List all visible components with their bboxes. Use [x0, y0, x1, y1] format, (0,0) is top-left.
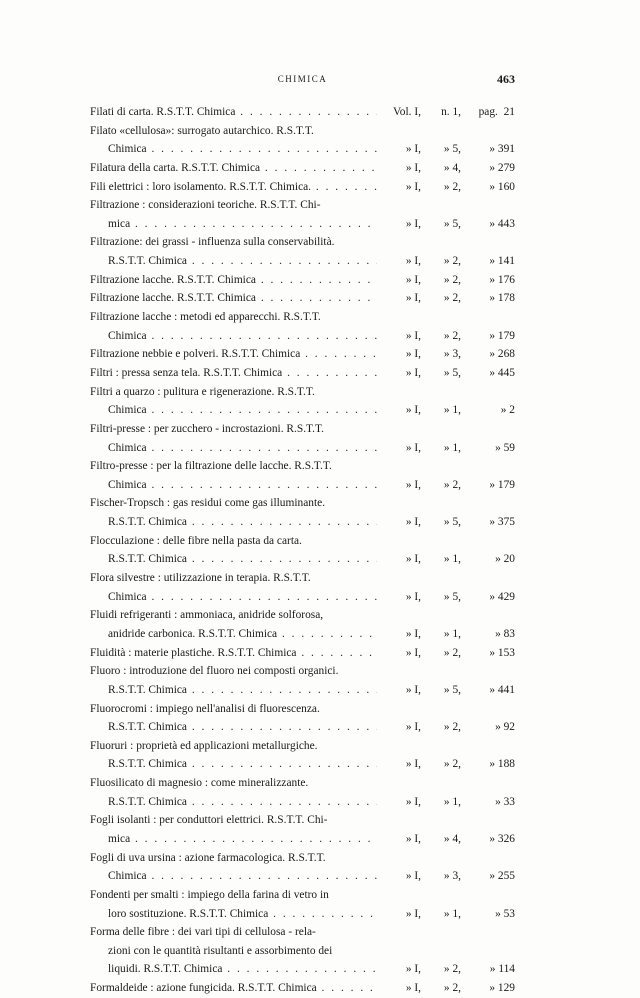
entry-reference	[377, 327, 515, 346]
reference-vol: Vol. I,	[393, 106, 421, 118]
index-entry	[90, 774, 515, 811]
entry-text-line: Fondenti per smalti : impiego della farina di vetro in	[90, 888, 329, 901]
entry-text-line: R.S.T.T. Chimica . . .	[90, 252, 377, 271]
reference-fasc: » 3,	[443, 870, 461, 883]
index-entry	[90, 383, 515, 420]
entry-reference	[377, 513, 515, 532]
reference-vol: » I,	[405, 721, 421, 734]
entry-text-line: loro sostituzione. R.S.T.T. Chimica . . .	[90, 905, 377, 924]
index-entry	[90, 233, 515, 270]
reference-fasc: » 2,	[443, 273, 461, 286]
reference-page: » 326	[489, 832, 515, 845]
reference-vol: » I,	[405, 907, 421, 920]
entry-text-line: anidride carbonica. R.S.T.T. Chimica . . .	[90, 625, 377, 644]
reference-fasc: » 1,	[443, 404, 461, 417]
reference-vol: » I,	[405, 366, 421, 379]
page-header	[90, 72, 515, 88]
reference-page: » 255	[489, 870, 515, 883]
reference-vol: » I,	[405, 143, 421, 156]
reference-page: » 188	[489, 758, 515, 771]
entry-reference	[377, 252, 515, 271]
reference-vol: » I,	[405, 255, 421, 268]
reference-vol: » I,	[405, 683, 421, 696]
reference-vol: » I,	[405, 273, 421, 286]
reference-page: » 160	[489, 180, 515, 193]
reference-fasc: » 2,	[443, 329, 461, 342]
reference-fasc: » 2,	[443, 180, 461, 193]
entry-text-line: Fluorocromi : impiego nell'analisi di fluorescenza.	[90, 702, 320, 715]
reference-vol: » I,	[405, 795, 421, 808]
entry-reference	[377, 345, 515, 364]
index-entry	[90, 345, 515, 364]
entry-reference	[377, 830, 515, 849]
index-entry	[90, 979, 515, 998]
entry-text-line: Filtrazione lacche. R.S.T.T. Chimica . . .	[90, 271, 377, 290]
reference-vol: » I,	[405, 329, 421, 342]
index-entry	[90, 196, 515, 233]
index-entry	[90, 849, 515, 886]
entry-text-line: Chimica . . .	[90, 588, 377, 607]
reference-page: » 33	[495, 795, 515, 808]
reference-fasc: » 5,	[443, 516, 461, 529]
entry-text-line: Chimica . . .	[90, 439, 377, 458]
entry-text-line: Forma delle fibre : dei vari tipi di cellulosa - rela-	[90, 926, 316, 939]
reference-page: » 83	[495, 627, 515, 640]
entry-reference	[377, 401, 515, 420]
reference-vol: » I,	[405, 982, 421, 995]
entry-reference	[377, 793, 515, 812]
reference-fasc: » 2,	[443, 292, 461, 305]
entry-reference	[377, 364, 515, 383]
entry-text-line: Filtri : pressa senza tela. R.S.T.T. Chimica . . .	[90, 364, 377, 383]
entry-text-line: Fluoruri : proprietà ed applicazioni metallurgiche.	[90, 739, 318, 752]
entry-text-line: Formaldeide : azione fungicida. R.S.T.T. Chimica . . .	[90, 979, 377, 998]
reference-fasc: » 5,	[443, 143, 461, 156]
reference-vol: » I,	[405, 441, 421, 454]
reference-page: » 443	[489, 217, 515, 230]
entry-text-line: Filtrazione lacche. R.S.T.T. Chimica . . .	[90, 289, 377, 308]
entry-reference	[377, 681, 515, 700]
entry-text-line: Filtri-presse : per zucchero - incrostazioni. R.S.T.T.	[90, 422, 324, 435]
reference-fasc: » 2,	[443, 721, 461, 734]
entry-text-line: liquidi. R.S.T.T. Chimica . . .	[90, 960, 377, 979]
reference-vol: » I,	[405, 348, 421, 361]
entry-reference	[377, 140, 515, 159]
reference-page: » 179	[489, 478, 515, 491]
index-entry	[90, 737, 515, 774]
index-entries	[90, 103, 515, 998]
reference-fasc: » 1,	[443, 627, 461, 640]
entry-reference	[377, 178, 515, 197]
entry-text-line: Fluidi refrigeranti : ammoniaca, anidride solforosa,	[90, 609, 324, 622]
reference-vol: » I,	[405, 758, 421, 771]
reference-vol: » I,	[405, 217, 421, 230]
entry-text-line: R.S.T.T. Chimica . . .	[90, 755, 377, 774]
entry-text-line: zioni con le quantità risultanti e assorbimento dei	[108, 944, 333, 957]
entry-text-line: Filati di carta. R.S.T.T. Chimica . . .	[90, 103, 377, 122]
index-entry	[90, 886, 515, 923]
entry-reference	[377, 718, 515, 737]
entry-text-line: R.S.T.T. Chimica . . .	[90, 513, 377, 532]
reference-fasc: » 2,	[443, 646, 461, 659]
index-entry	[90, 308, 515, 345]
index-entry	[90, 644, 515, 663]
entry-text-line: Fogli isolanti : per conduttori elettrici. R.S.T.T. Chi-	[90, 814, 328, 827]
entry-reference	[377, 960, 515, 979]
reference-fasc: » 5,	[443, 590, 461, 603]
reference-fasc: » 1,	[443, 553, 461, 566]
reference-page: » 441	[489, 683, 515, 696]
reference-fasc: » 1,	[443, 907, 461, 920]
reference-vol: » I,	[405, 832, 421, 845]
reference-vol: » I,	[405, 627, 421, 640]
reference-vol: » I,	[405, 478, 421, 491]
entry-text-line: Flora silvestre : utilizzazione in terapia. R.S.T.T.	[90, 572, 311, 585]
reference-fasc: » 5,	[443, 683, 461, 696]
reference-page: » 279	[489, 161, 515, 174]
entry-text-line: Filtrazione nebbie e polveri. R.S.T.T. Chimica . . .	[90, 345, 377, 364]
reference-vol: » I,	[405, 292, 421, 305]
entry-reference	[377, 625, 515, 644]
entry-text-line: Chimica . . .	[90, 867, 377, 886]
index-entry	[90, 122, 515, 159]
index-entry	[90, 532, 515, 569]
reference-page: » 114	[489, 963, 515, 976]
index-entry	[90, 569, 515, 606]
reference-page: » 92	[495, 721, 515, 734]
entry-reference	[377, 905, 515, 924]
reference-page: » 153	[489, 646, 515, 659]
entry-text-line: mica . . .	[90, 215, 377, 234]
index-entry	[90, 662, 515, 699]
index-entry	[90, 103, 515, 122]
reference-vol: » I,	[405, 516, 421, 529]
reference-fasc: » 2,	[443, 758, 461, 771]
index-entry	[90, 159, 515, 178]
entry-text-line: Filato «cellulosa»: surrogato autarchico. R.S.T.T.	[90, 124, 314, 137]
index-entry	[90, 457, 515, 494]
entry-text-line: mica . . .	[90, 830, 377, 849]
reference-page: » 129	[489, 982, 515, 995]
reference-fasc: » 2,	[443, 255, 461, 268]
index-entry	[90, 923, 515, 979]
index-entry	[90, 700, 515, 737]
entry-text-line: Chimica . . .	[90, 327, 377, 346]
page-number: 463	[497, 72, 515, 86]
index-entry	[90, 811, 515, 848]
entry-text-line: Filtrazione : considerazioni teoriche. R.S.T.T. Chi-	[90, 199, 321, 212]
reference-page: » 391	[489, 143, 515, 156]
entry-text-line: R.S.T.T. Chimica . . .	[90, 681, 377, 700]
entry-reference	[377, 979, 515, 998]
entry-reference	[377, 271, 515, 290]
entry-text-line: Filtrazione: dei grassi - influenza sulla conservabilità.	[90, 236, 335, 249]
reference-fasc: » 2,	[443, 982, 461, 995]
entry-reference	[377, 159, 515, 178]
entry-reference	[377, 644, 515, 663]
reference-page: pag. 21	[478, 106, 515, 118]
reference-fasc: n. 1,	[441, 106, 461, 118]
entry-reference	[377, 215, 515, 234]
reference-page: » 141	[489, 255, 515, 268]
reference-vol: » I,	[405, 646, 421, 659]
entry-text-line: Filatura della carta. R.S.T.T. Chimica . . .	[90, 159, 377, 178]
index-entry	[90, 178, 515, 197]
reference-page: » 20	[495, 553, 515, 566]
entry-text-line: R.S.T.T. Chimica . . .	[90, 718, 377, 737]
index-entry	[90, 364, 515, 383]
reference-fasc: » 1,	[443, 441, 461, 454]
reference-vol: » I,	[405, 963, 421, 976]
entry-reference	[377, 103, 515, 122]
reference-page: » 59	[495, 441, 515, 454]
reference-page: » 429	[489, 590, 515, 603]
reference-page: » 268	[489, 348, 515, 361]
reference-fasc: » 4,	[443, 832, 461, 845]
reference-vol: » I,	[405, 553, 421, 566]
entry-text-line: Fischer-Tropsch : gas residui come gas illuminante.	[90, 497, 326, 510]
index-entry	[90, 606, 515, 643]
reference-fasc: » 3,	[443, 348, 461, 361]
entry-reference	[377, 867, 515, 886]
entry-text-line: Filtro-presse : per la filtrazione delle lacche. R.S.T.T.	[90, 460, 332, 473]
entry-text-line: Chimica . . .	[90, 476, 377, 495]
entry-text-line: Fogli di uva ursina : azione farmacologica. R.S.T.T.	[90, 851, 326, 864]
reference-vol: » I,	[405, 590, 421, 603]
reference-vol: » I,	[405, 870, 421, 883]
entry-reference	[377, 755, 515, 774]
reference-page: » 445	[489, 366, 515, 379]
entry-reference	[377, 588, 515, 607]
entry-text-line: R.S.T.T. Chimica . . .	[90, 550, 377, 569]
reference-fasc: » 2,	[443, 478, 461, 491]
reference-fasc: » 5,	[443, 217, 461, 230]
index-entry	[90, 420, 515, 457]
reference-vol: » I,	[405, 404, 421, 417]
entry-text-line: Fluoro : introduzione del fluoro nei composti organici.	[90, 665, 339, 678]
reference-vol: » I,	[405, 180, 421, 193]
reference-fasc: » 5,	[443, 366, 461, 379]
reference-page: » 179	[489, 329, 515, 342]
entry-reference	[377, 439, 515, 458]
reference-page: » 176	[489, 273, 515, 286]
index-entry	[90, 494, 515, 531]
entry-text-line: Flocculazione : delle fibre nella pasta da carta.	[90, 534, 302, 547]
reference-page: » 53	[495, 907, 515, 920]
reference-page: » 2	[500, 404, 515, 417]
entry-reference	[377, 476, 515, 495]
entry-text-line: Filtrazione lacche : metodi ed apparecchi. R.S.T.T.	[90, 311, 321, 324]
entry-reference	[377, 550, 515, 569]
entry-text-line: Filtri a quarzo : pulitura e rigenerazione. R.S.T.T.	[90, 385, 315, 398]
reference-fasc: » 2,	[443, 963, 461, 976]
entry-text-line: R.S.T.T. Chimica . . .	[90, 793, 377, 812]
index-entry	[90, 289, 515, 308]
reference-page: » 375	[489, 516, 515, 529]
index-entry	[90, 271, 515, 290]
reference-vol: » I,	[405, 161, 421, 174]
entry-text-line: Chimica . . .	[90, 401, 377, 420]
entry-text-line: Fluosilicato di magnesio : come mineralizzante.	[90, 777, 309, 790]
entry-text-line: Fili elettrici : loro isolamento. R.S.T.T. Chimica. . . .	[90, 178, 377, 197]
entry-reference	[377, 289, 515, 308]
reference-fasc: » 4,	[443, 161, 461, 174]
reference-fasc: » 1,	[443, 795, 461, 808]
running-title: CHIMICA	[277, 74, 328, 84]
entry-text-line: Fluidità : materie plastiche. R.S.T.T. Chimica . . .	[90, 644, 377, 663]
reference-page: » 178	[489, 292, 515, 305]
entry-text-line: Chimica . . .	[90, 140, 377, 159]
